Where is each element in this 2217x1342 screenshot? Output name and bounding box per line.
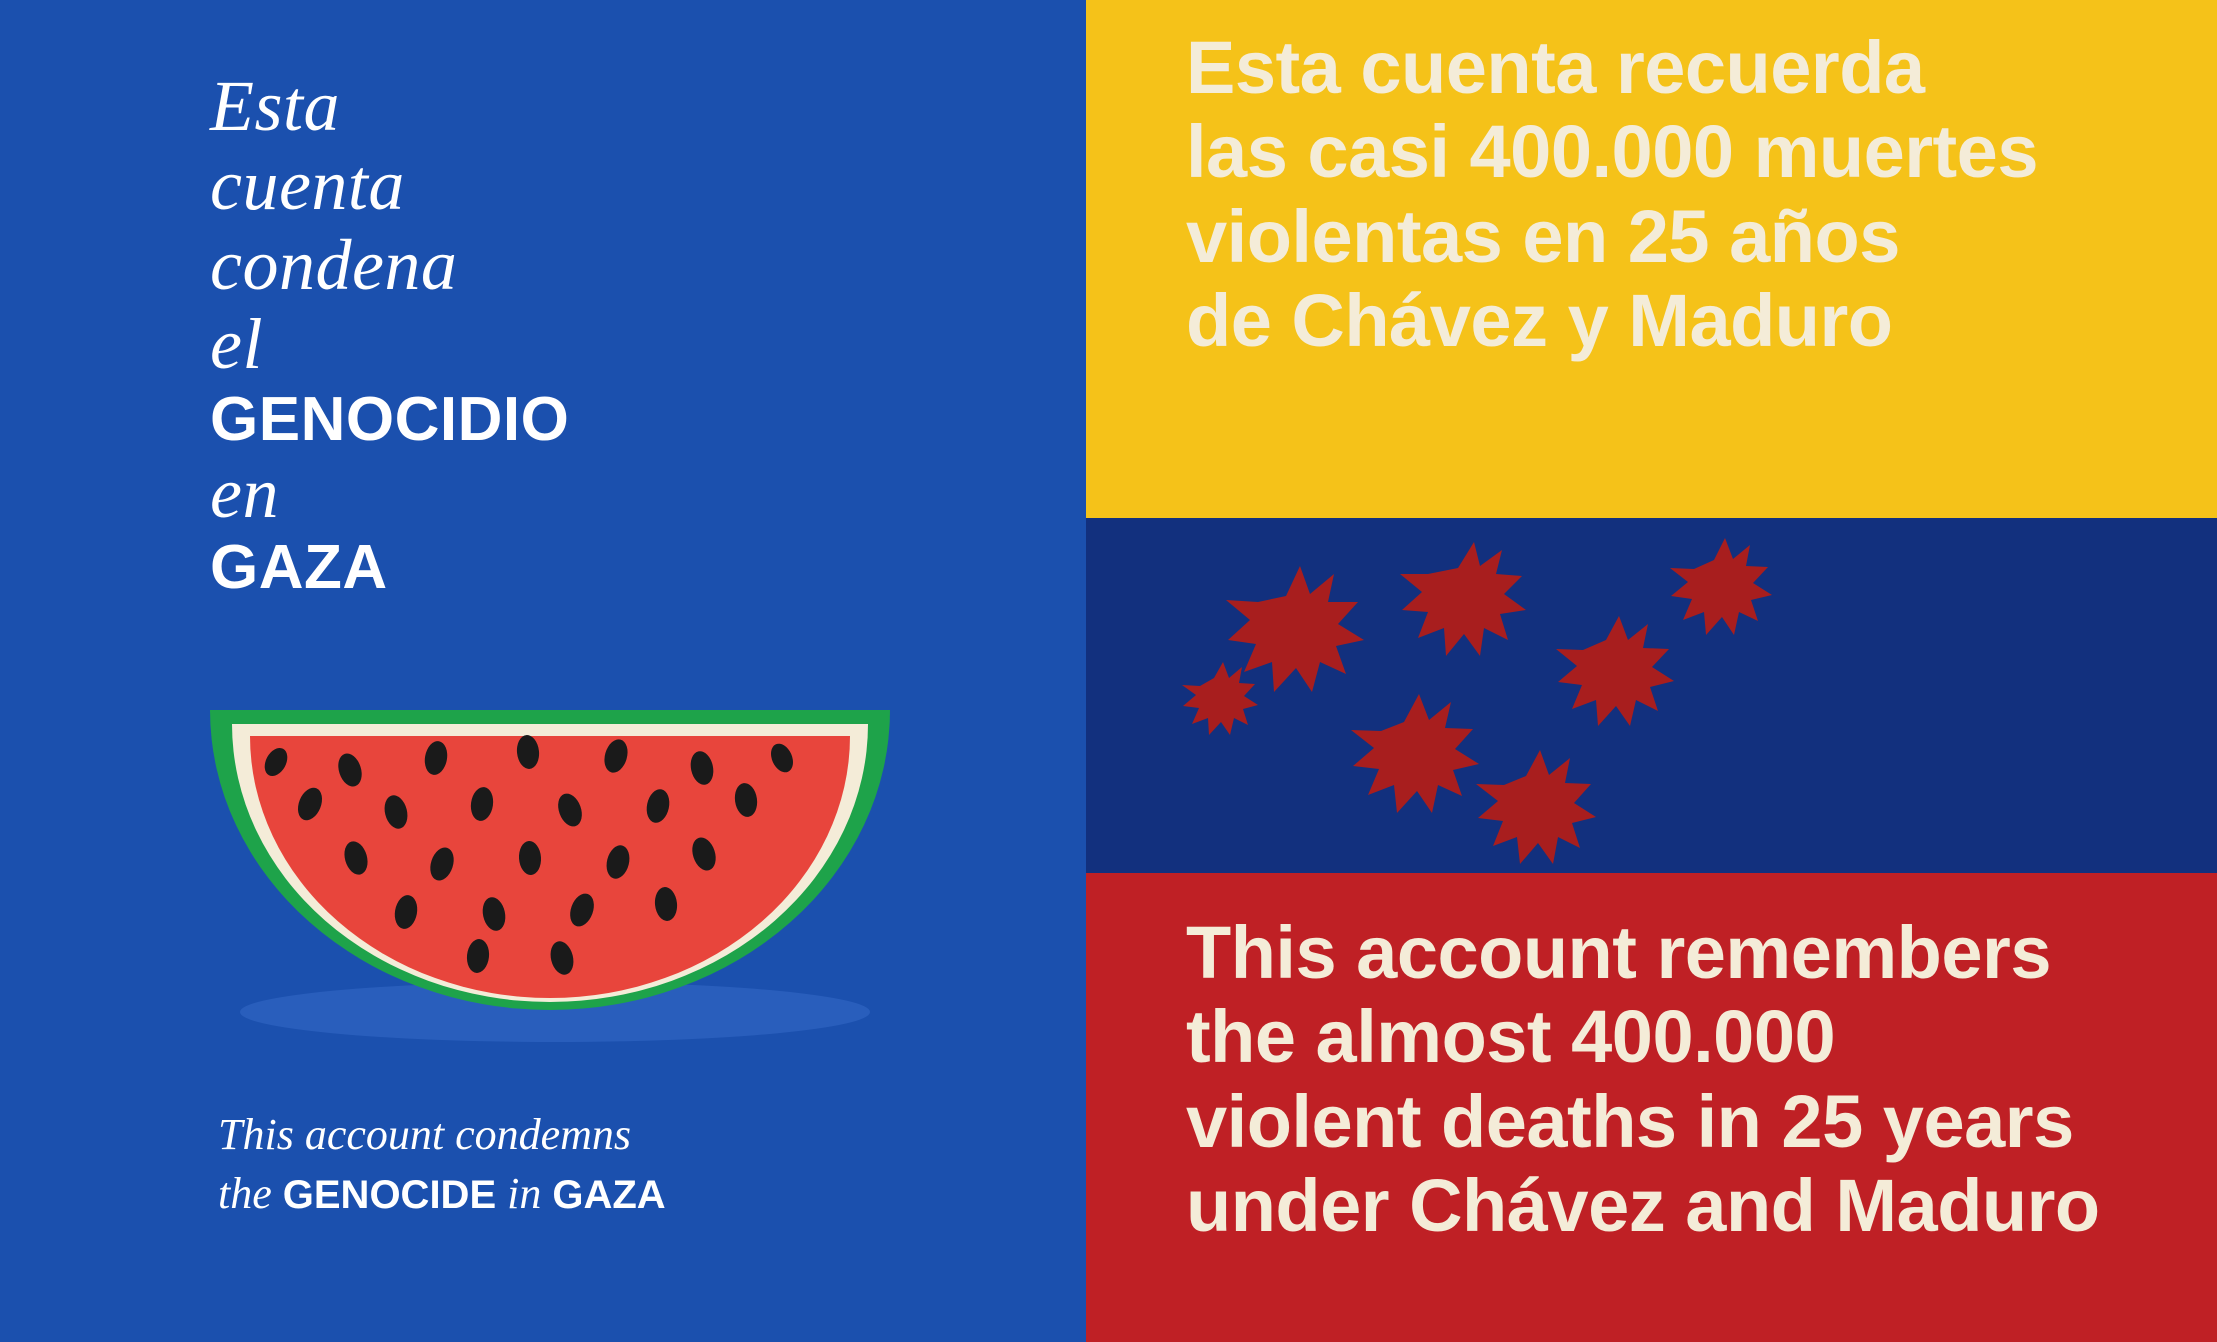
headline-line-6: en (210, 452, 279, 533)
english-line-4: under Chávez and Maduro (1186, 1164, 2100, 1248)
headline-line-3: condena (210, 224, 458, 305)
blood-splatter-icon (1086, 518, 2217, 873)
subtitle-line-2-prefix: the (218, 1169, 283, 1219)
subtitle-genocide-word: GENOCIDE (282, 1173, 497, 1218)
blood-splatter-band (1086, 518, 2217, 873)
headline-line-7: GAZA (210, 533, 388, 603)
headline-line-1: Esta (210, 66, 341, 146)
watermelon-illustration (150, 700, 940, 1050)
gaza-panel (0, 0, 1086, 1342)
english-message (1186, 911, 2197, 1248)
english-text-band (1086, 873, 2217, 1342)
subtitle-gaza-word: GAZA (552, 1173, 666, 1218)
watermelon-slice-icon (210, 700, 890, 1020)
spanish-text-band (1086, 0, 2217, 518)
venezuela-panel (1086, 0, 2217, 1342)
headline-line-2: cuenta (210, 145, 405, 226)
english-line-3: violent deaths in 25 years (1186, 1079, 2074, 1163)
headline-line-5: GENOCIDIO (210, 384, 570, 454)
subtitle-line-2-mid: in (496, 1169, 553, 1219)
spanish-line-1: Esta cuenta recuerda (1186, 26, 1925, 109)
spanish-line-4: de Chávez y Maduro (1186, 279, 1893, 363)
spanish-line-3: violentas en 25 años (1186, 194, 1900, 278)
gaza-subtitle (218, 1105, 938, 1224)
english-line-1: This account remembers (1186, 911, 2051, 994)
spanish-line-2: las casi 400.000 muertes (1186, 110, 2038, 194)
english-line-2: the almost 400.000 (1186, 995, 1836, 1079)
gaza-headline (210, 66, 910, 606)
subtitle-line-1: This account condemns (218, 1110, 632, 1159)
spanish-message (1186, 26, 2197, 363)
headline-line-4: el (210, 304, 263, 385)
